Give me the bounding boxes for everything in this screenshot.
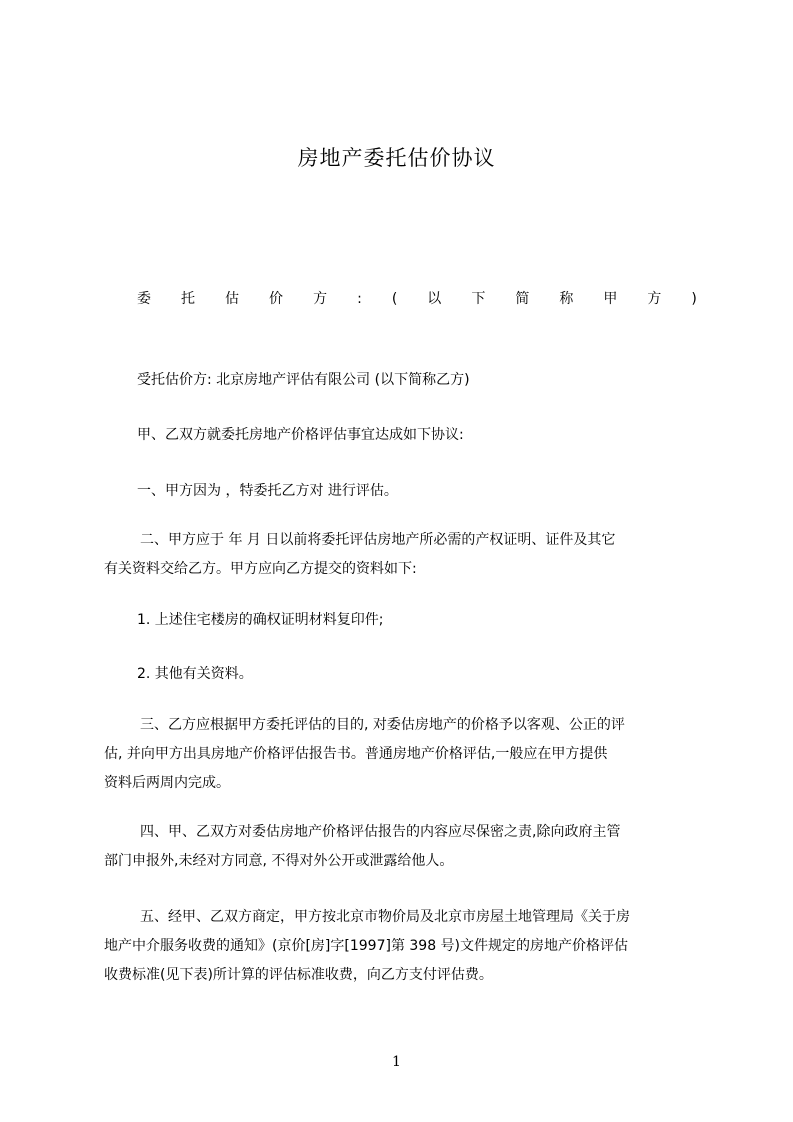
clause-3-line-1: 三、乙方应根据甲方委托评估的目的, 对委估房地产的价格予以客观、公正的评: [140, 717, 625, 733]
intro-paragraph: 甲、乙双方就委托房地产价格评估事宜达成如下协议:: [137, 427, 464, 443]
client-char: 价: [269, 291, 284, 307]
clause-2: [104, 526, 700, 584]
clause-2-line-1: 二、甲方应于 年 月 日以前将委托评估房地产所必需的产权证明、证件及其它: [140, 532, 616, 548]
appraiser-party-line: 受托估价方: 北京房地产评估有限公司 (以下简称乙方): [137, 372, 470, 388]
document-title: 房地产委托估价协议: [297, 146, 496, 170]
clause-5: [104, 903, 700, 990]
client-char: 方: [647, 291, 662, 307]
clause-3-line-2: 估, 并向甲方出具房地产价格评估报告书。普通房地产价格评估,一般应在甲方提供: [104, 746, 608, 762]
page-number: 1: [392, 1054, 401, 1070]
client-char: 方: [313, 291, 328, 307]
material-item-2: 2. 其他有关资料。: [137, 666, 253, 682]
clause-1: 一、甲方因为 ，特委托乙方对 进行评估。: [137, 483, 398, 499]
clause-4: [104, 818, 700, 876]
client-char: 甲: [603, 291, 618, 307]
clause-5-line-2: 地产中介服务收费的通知》(京价[房]字[1997]第 398 号)文件规定的房地产价格评估: [104, 938, 629, 954]
client-char: (: [391, 291, 398, 307]
clause-3: [104, 711, 700, 798]
client-char: 估: [225, 291, 240, 307]
clause-4-line-1: 四、甲、乙双方对委估房地产价格评估报告的内容应尽保密之责,除向政府主管: [140, 824, 621, 840]
client-char: 委: [137, 291, 151, 307]
client-char: 以: [427, 291, 442, 307]
clause-5-line-1: 五、经甲、乙双方商定，甲方按北京市物价局及北京市房屋土地管理局《关于房: [140, 909, 630, 925]
clause-3-line-3: 资料后两周内完成。: [104, 775, 230, 791]
clause-5-line-3: 收费标准(见下表)所计算的评估标准收费，向乙方支付评估费。: [104, 967, 493, 983]
client-char: 托: [181, 291, 196, 307]
client-char: 下: [471, 291, 486, 307]
client-party-line: [137, 285, 697, 314]
material-item-1: 1. 上述住宅楼房的确权证明材料复印件;: [137, 612, 384, 628]
clause-4-line-2: 部门申报外,未经对方同意, 不得对外公开或泄露给他人。: [104, 853, 454, 869]
client-char: ): [691, 291, 697, 307]
client-char: 简: [515, 291, 530, 307]
client-char: 称: [559, 291, 574, 307]
clause-2-line-2: 有关资料交给乙方。甲方应向乙方提交的资料如下:: [104, 561, 417, 577]
client-char: :: [357, 291, 362, 307]
